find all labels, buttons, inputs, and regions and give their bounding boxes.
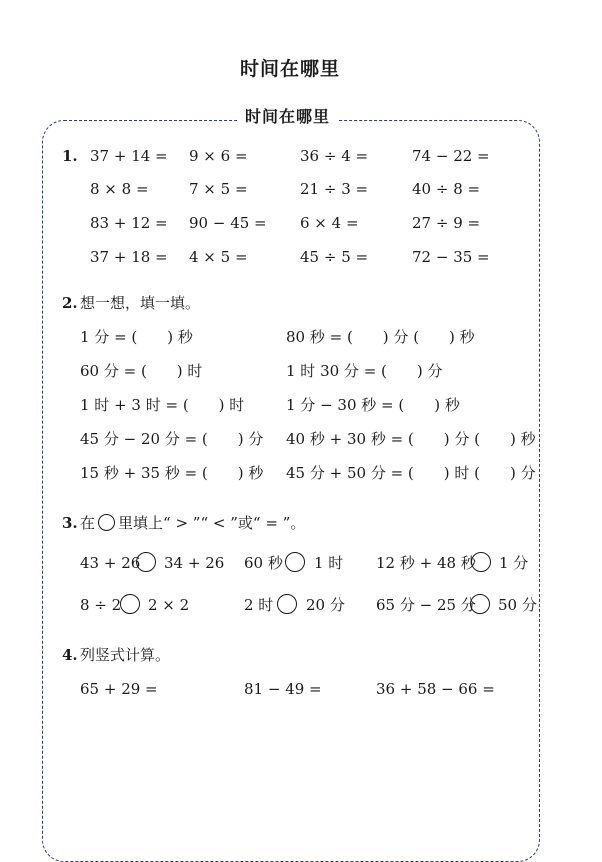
- q3-heading: [80, 514, 305, 532]
- q4-item: 65 + 29 =: [80, 680, 158, 698]
- q2-item: 1 分 = ( ) 秒: [80, 328, 193, 346]
- q2-item: 45 分 + 50 分 = ( ) 时 ( ) 分: [286, 464, 536, 482]
- q3-right: 34 + 26: [164, 554, 225, 572]
- compare-circle[interactable]: [470, 594, 490, 614]
- q2-item: 80 秒 = ( ) 分 ( ) 秒: [286, 328, 475, 346]
- q1-item: 9 × 6 =: [189, 147, 248, 165]
- q1-item: 4 × 5 =: [189, 248, 248, 266]
- q3-right: 1 分: [499, 554, 529, 572]
- compare-circle[interactable]: [120, 594, 140, 614]
- q1-item: 40 ÷ 8 =: [412, 180, 481, 198]
- q3-left: 8 ÷ 2: [80, 596, 122, 614]
- q2-item: 40 秒 + 30 秒 = ( ) 分 ( ) 秒: [286, 430, 536, 448]
- q1-item: 6 × 4 =: [300, 214, 359, 232]
- q3-left: 43 + 26: [80, 554, 141, 572]
- circle-icon: [98, 514, 115, 531]
- q3-left: 60 秒: [244, 554, 283, 572]
- q3-right: 20 分: [306, 596, 345, 614]
- compare-circle[interactable]: [285, 552, 305, 572]
- q2-item: 45 分 − 20 分 = ( ) 分: [80, 430, 264, 448]
- q3-right: 1 时: [314, 554, 344, 572]
- q2-heading: 想一想，填一填。: [80, 294, 201, 312]
- q1-item: 7 × 5 =: [189, 180, 248, 198]
- q1-item: 90 − 45 =: [189, 214, 267, 232]
- q1-item: 45 ÷ 5 =: [300, 248, 369, 266]
- section-title: 时间在哪里: [237, 104, 338, 127]
- q1-number: 1.: [62, 147, 78, 165]
- q4-heading: 列竖式计算。: [80, 646, 171, 664]
- q1-item: 74 − 22 =: [412, 147, 490, 165]
- compare-circle[interactable]: [471, 552, 491, 572]
- q1-item: 37 + 18 =: [90, 248, 168, 266]
- q1-item: 8 × 8 =: [90, 180, 149, 198]
- q3-left: 65 分 − 25 分: [376, 596, 476, 614]
- q4-item: 81 − 49 =: [244, 680, 322, 698]
- q3-heading-post: 里填上“ > ”“ < ”或“ = ”。: [118, 514, 306, 532]
- page-title: 时间在哪里: [239, 58, 340, 80]
- q1-item: 36 ÷ 4 =: [300, 147, 369, 165]
- q2-item: 1 时 30 分 = ( ) 分: [286, 362, 443, 380]
- q3-right: 2 × 2: [148, 596, 190, 614]
- compare-circle[interactable]: [277, 594, 297, 614]
- q2-item: 60 分 = ( ) 时: [80, 362, 203, 380]
- q4-item: 36 + 58 − 66 =: [376, 680, 495, 698]
- q2-number: 2.: [62, 294, 78, 312]
- q3-left: 12 秒 + 48 秒: [376, 554, 476, 572]
- q1-item: 37 + 14 =: [90, 147, 168, 165]
- q4-number: 4.: [62, 646, 78, 664]
- q1-item: 21 ÷ 3 =: [300, 180, 369, 198]
- q1-item: 27 ÷ 9 =: [412, 214, 481, 232]
- q2-item: 1 时 + 3 时 = ( ) 时: [80, 396, 245, 414]
- q3-heading-pre: 在: [80, 514, 96, 532]
- q3-right: 50 分: [498, 596, 537, 614]
- q3-number: 3.: [62, 514, 78, 532]
- q2-item: 1 分 − 30 秒 = ( ) 秒: [286, 396, 460, 414]
- compare-circle[interactable]: [136, 552, 156, 572]
- q1-item: 72 − 35 =: [412, 248, 490, 266]
- q3-left: 2 时: [244, 596, 274, 614]
- q1-item: 83 + 12 =: [90, 214, 168, 232]
- q2-item: 15 秒 + 35 秒 = ( ) 秒: [80, 464, 264, 482]
